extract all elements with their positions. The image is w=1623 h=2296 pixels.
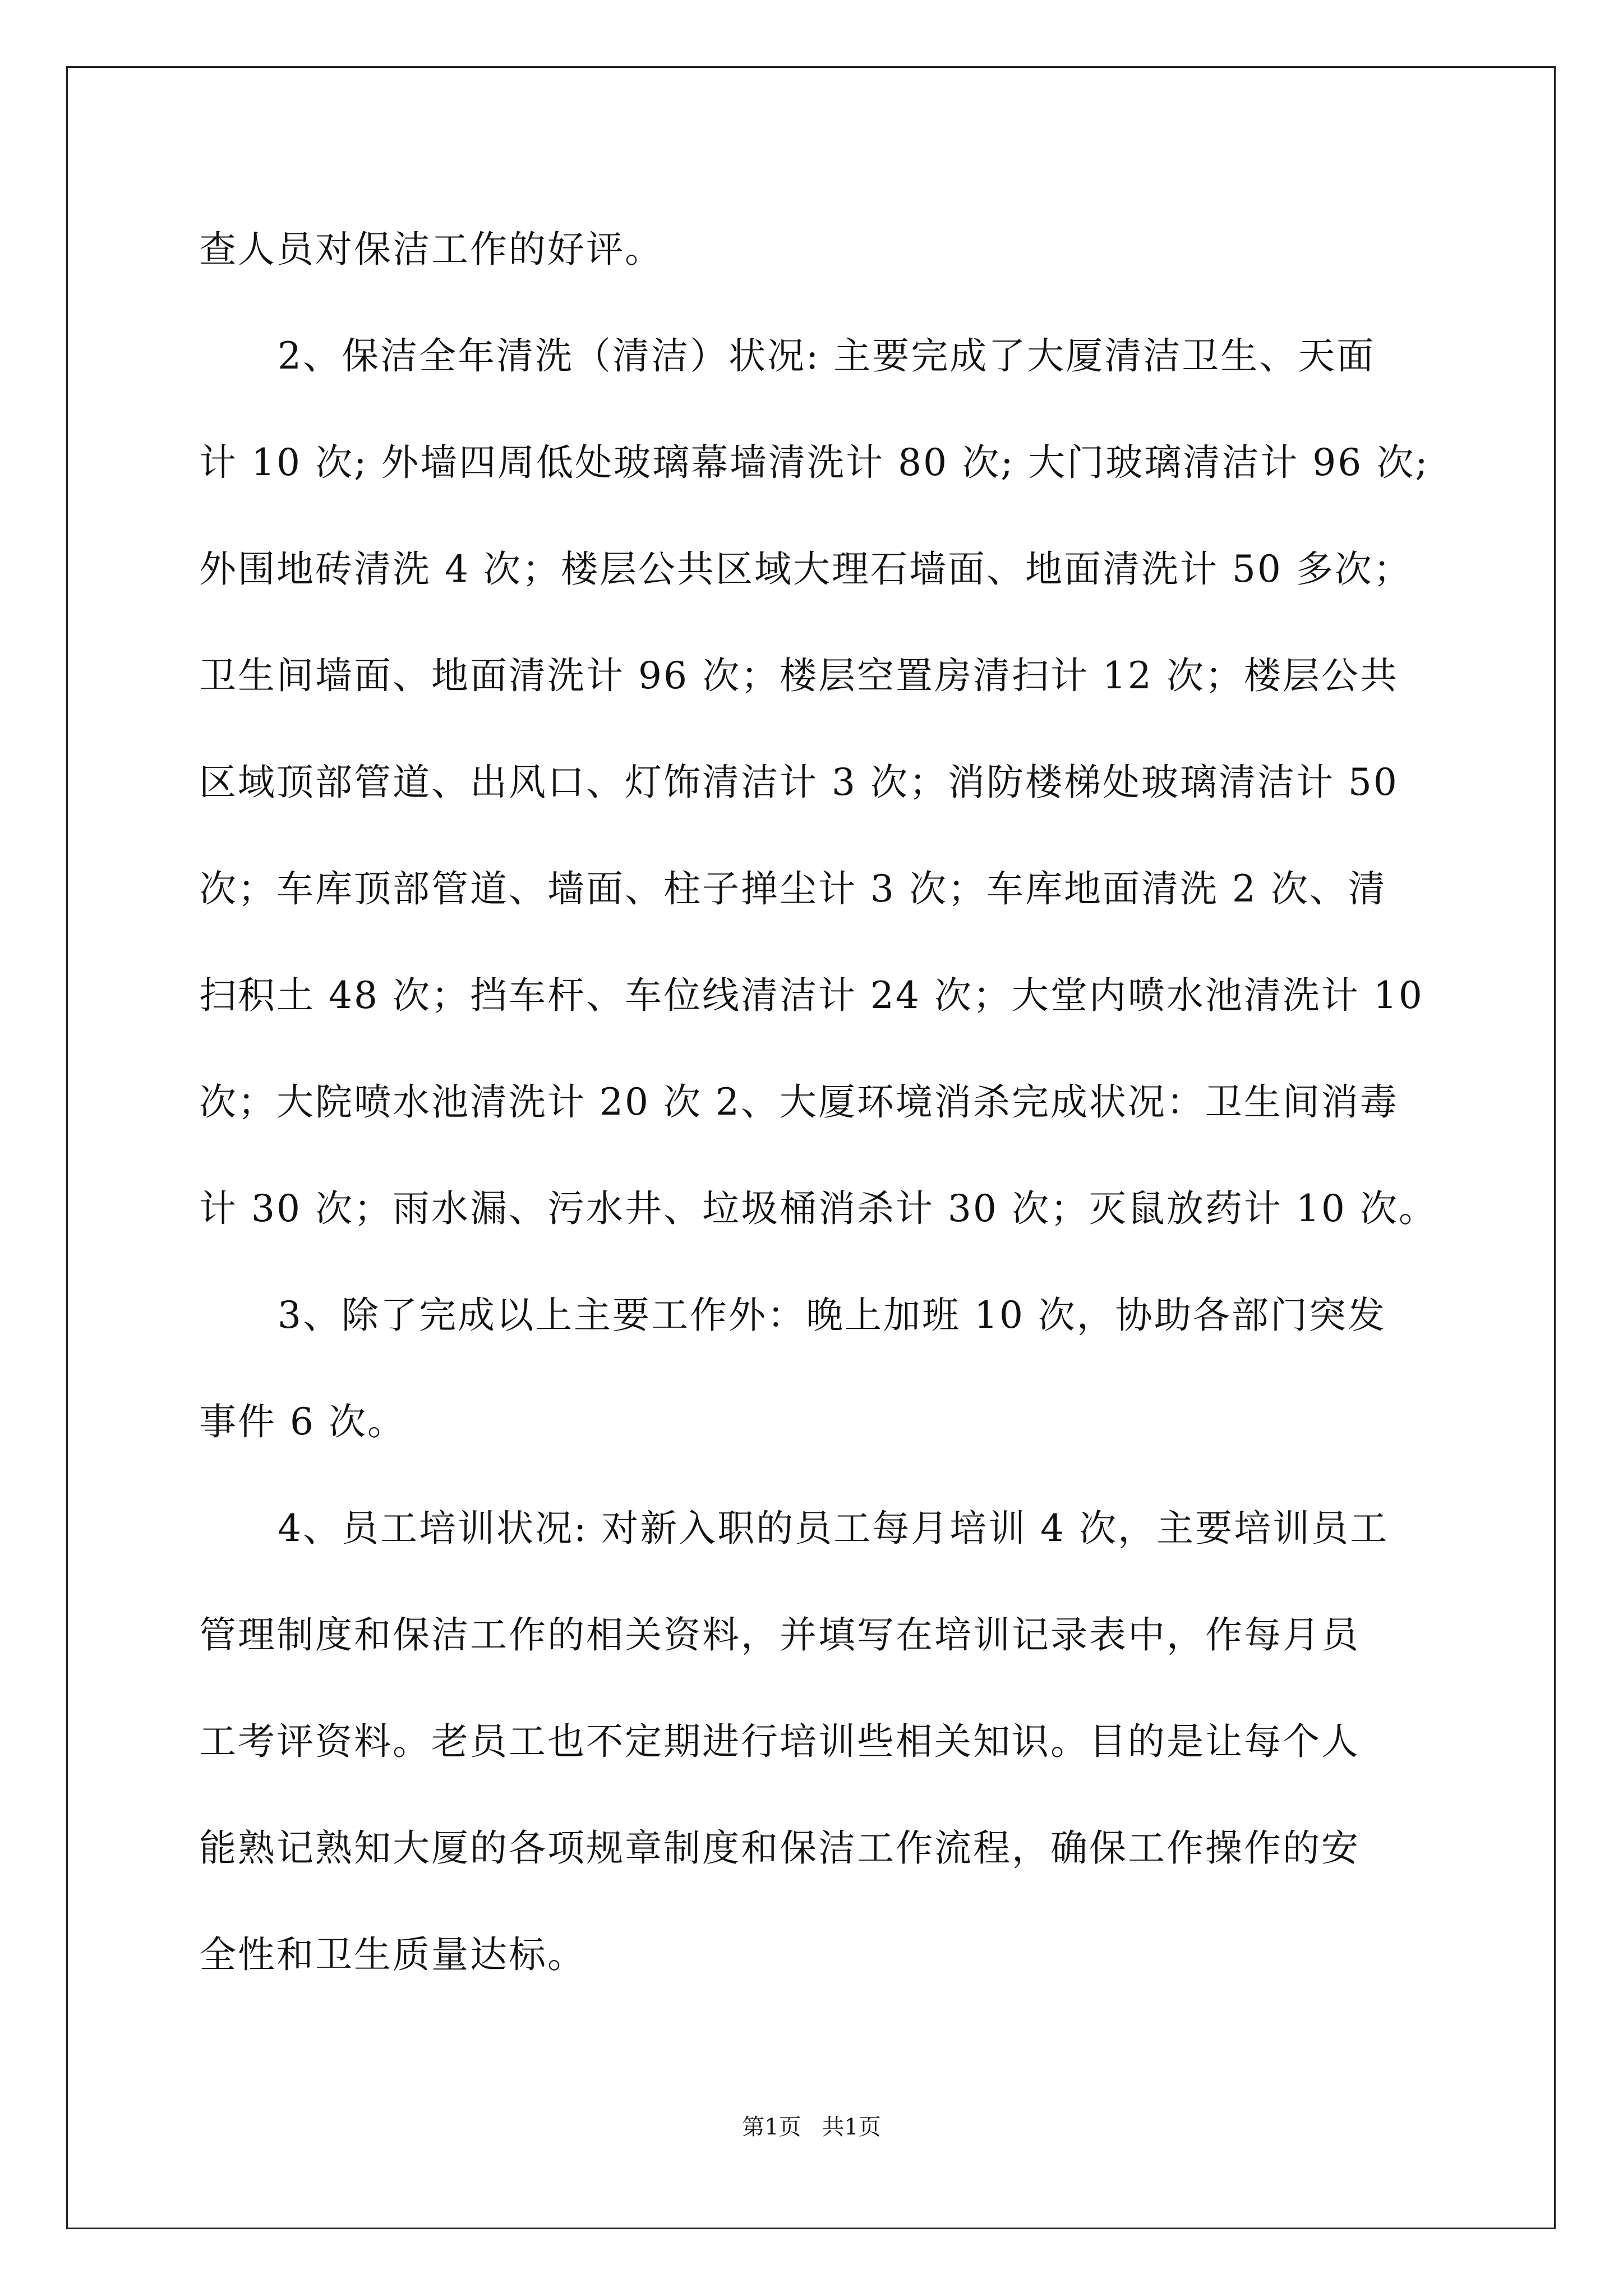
text-line: 工考评资料。老员工也不定期进行培训些相关知识。目的是让每个人: [199, 1720, 1360, 1763]
text-line: 事件 6 次。: [199, 1400, 406, 1443]
text-line: 区域顶部管道、出风口、灯饰清洁计 3 次；消防楼梯处玻璃清洁计 50: [199, 761, 1399, 804]
text-line: 计 10 次; 外墙四周低处玻璃幕墙清洗计 80 次; 大门玻璃清洁计 96 次;: [199, 441, 1430, 484]
text-line: 外围地砖清洗 4 次；楼层公共区域大理石墙面、地面清洗计 50 多次；: [199, 547, 1412, 591]
text-line: 卫生间墙面、地面清洗计 96 次；楼层空置房清扫计 12 次；楼层公共: [199, 654, 1399, 697]
text-line: 查人员对保洁工作的好评。: [199, 228, 663, 271]
page-number-total: 共1页: [822, 2114, 881, 2140]
text-line: 2、保洁全年清洗（清洁）状况: 主要完成了大厦清洁卫生、天面: [278, 334, 1376, 378]
text-line: 管理制度和保洁工作的相关资料，并填写在培训记录表中，作每月员: [199, 1613, 1360, 1657]
page-border: [66, 66, 1556, 2229]
text-line: 次；车库顶部管道、墙面、柱子掸尘计 3 次；车库地面清洗 2 次、清: [199, 867, 1387, 910]
page-number-current: 第1页: [742, 2114, 801, 2140]
text-line: 能熟记熟知大厦的各项规章制度和保洁工作流程，确保工作操作的安: [199, 1826, 1360, 1870]
text-line: 4、员工培训状况: 对新入职的员工每月培训 4 次，主要培训员工: [278, 1507, 1389, 1550]
text-line: 3、除了完成以上主要工作外：晚上加班 10 次，协助各部门突发: [278, 1294, 1386, 1337]
page-footer: [0, 2110, 1623, 2144]
text-line: 计 30 次；雨水漏、污水井、垃圾桶消杀计 30 次；灭鼠放药计 10 次。: [199, 1187, 1437, 1230]
text-line: 次；大院喷水池清洗计 20 次 2、大厦环境消杀完成状况：卫生间消毒: [199, 1080, 1399, 1124]
text-line: 扫积土 48 次；挡车杆、车位线清洁计 24 次；大堂内喷水池清洗计 10: [199, 974, 1424, 1017]
text-line: 全性和卫生质量达标。: [199, 1933, 586, 1976]
